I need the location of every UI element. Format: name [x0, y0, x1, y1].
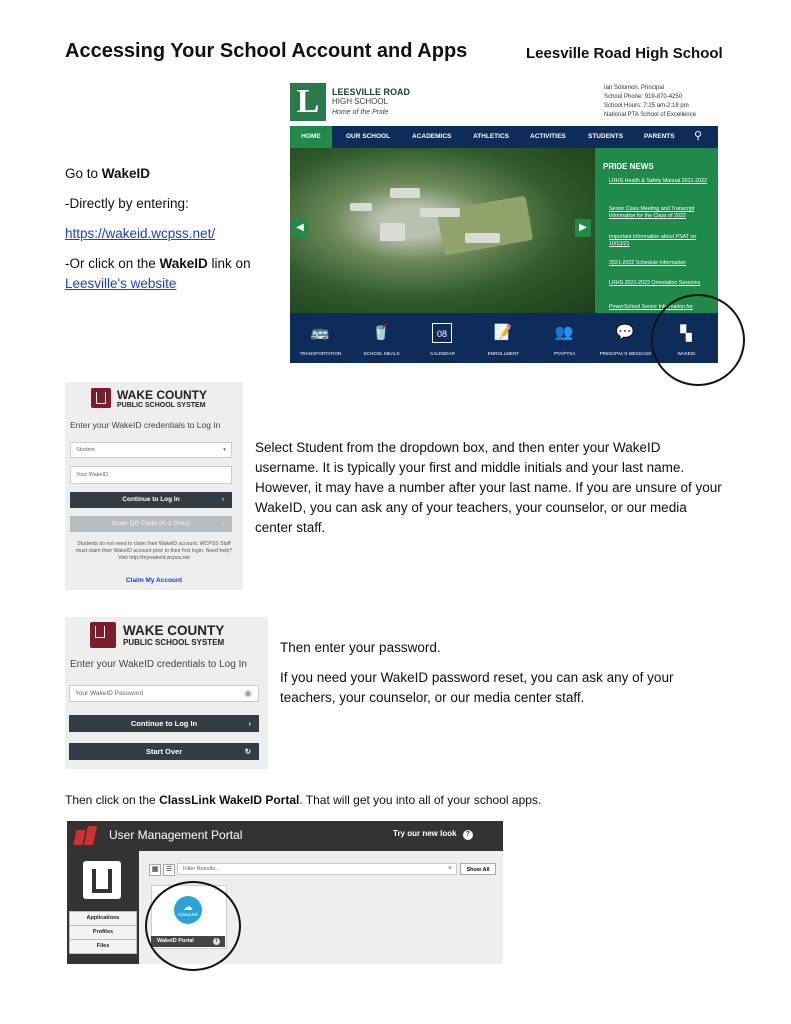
app-label-text: WakeID Portal	[157, 938, 194, 944]
portal-header	[67, 821, 503, 851]
show-all-button[interactable]: Show All	[460, 863, 496, 875]
tile-enrollment[interactable]	[473, 313, 534, 363]
intro-go-to-prefix: Go to	[65, 166, 102, 181]
tile-label: TRANSPORTATION	[299, 351, 342, 356]
filter-input[interactable]	[177, 863, 457, 875]
pride-news-title: PRIDE NEWS	[603, 162, 654, 171]
search-icon[interactable]: ⚲	[694, 130, 703, 142]
bus-icon: 🚌	[310, 324, 330, 341]
news-item[interactable]: Senior Class Meeting and Transcript Information for the Class of 2022	[609, 206, 695, 219]
menu-applications[interactable]: Applications	[69, 911, 137, 926]
intro-or-prefix: -Or click on the	[65, 256, 160, 271]
message-icon: 💬	[615, 324, 635, 341]
eye-icon[interactable]: ◉	[244, 688, 252, 698]
carousel-prev-arrow[interactable]: ◀	[292, 219, 308, 237]
continue-label: Continue to Log In	[130, 719, 198, 728]
chevron-right-icon: ›	[221, 520, 224, 527]
start-over-button[interactable]	[69, 743, 259, 760]
list-view-icon[interactable]: ☰	[163, 864, 175, 876]
intro-or-suffix: link on	[207, 256, 251, 271]
qr-code-button[interactable]	[70, 516, 232, 532]
continue-login-button[interactable]	[70, 492, 232, 508]
classlink-logo-icon	[75, 826, 101, 846]
news-item[interactable]: LRHS 2021-2022 Orientation Sessions	[609, 280, 701, 286]
school-name: Leesville Road High School	[526, 45, 723, 62]
tile-calendar[interactable]	[412, 313, 473, 363]
user-type-select[interactable]	[70, 442, 232, 458]
leesville-website-link[interactable]: Leesville's website	[65, 276, 177, 291]
tile-label: PRINCIPAL'S MESSAGE	[599, 351, 652, 356]
tile-transportation[interactable]	[290, 313, 351, 363]
news-item[interactable]: PowerSchool Senior Information for	[609, 304, 693, 310]
wcpss-title: WAKE COUNTY	[123, 623, 225, 638]
continue-label: Continue to Log In	[122, 496, 180, 503]
step-password-reset-text: If you need your WakeID password reset, you can ask any of your teachers, your counselor, or our media center staff.	[280, 670, 674, 705]
nav-academics[interactable]: ACADEMICS	[412, 133, 452, 140]
wakeid-url-link[interactable]: https://wakeid.wcpss.net/	[65, 226, 216, 241]
wcpss-logo-icon	[83, 861, 121, 899]
wcpss-logo-icon	[90, 622, 116, 648]
user-type-value: Student	[76, 447, 95, 453]
chevron-down-icon: ▾	[223, 447, 226, 453]
nav-students[interactable]: STUDENTS	[588, 133, 624, 140]
step-classlink-text	[65, 793, 541, 807]
tile-label: PTA/PTSA	[553, 351, 576, 356]
page-title: Accessing Your School Account and Apps	[65, 40, 468, 62]
tile-pta[interactable]	[534, 313, 595, 363]
nav-our-school[interactable]: OUR SCHOOL	[346, 133, 391, 140]
classlink-app-icon: ☁ ClassLink	[174, 896, 202, 924]
step4-bold: ClassLink WakeID Portal	[159, 793, 300, 807]
wcpss-logo-icon	[91, 388, 111, 408]
document-icon: 📝	[493, 324, 513, 341]
portal-sidebar	[67, 851, 139, 964]
step4-prefix: Then click on the	[65, 793, 160, 807]
wakeid-icon: ▚	[680, 325, 692, 341]
tile-label: WAKEID	[677, 351, 696, 356]
password-placeholder: Your WakeID Password	[75, 690, 144, 697]
site-info	[604, 84, 714, 120]
qr-label: Scan QR Code (K-2 Only)	[111, 520, 190, 527]
site-nav	[290, 126, 718, 148]
step-username-text: Select Student from the dropdown box, and then enter your WakeID username. It is typically your first and middle initials and your last name. However, it may have a number after your last name. If you are unsure of your WakeID, you can ask any of your teachers, your counselor, or our media center staff.	[255, 440, 722, 535]
step-password-text: Then enter your password.	[280, 640, 441, 655]
intro-or-bold: WakeID	[159, 256, 208, 271]
menu-profiles[interactable]: Profiles	[69, 925, 137, 940]
wakeid-input[interactable]: Your WakeID	[70, 466, 232, 484]
site-tagline: Home of the Pride	[332, 109, 389, 116]
wcpss-subtitle: PUBLIC SCHOOL SYSTEM	[123, 638, 225, 647]
pride-news-panel	[595, 148, 718, 313]
nav-athletics[interactable]: ATHLETICS	[473, 133, 509, 140]
intro-or-click	[65, 254, 251, 274]
site-info-phone: School Phone: 919-870-4250	[604, 94, 683, 100]
news-item[interactable]: 2021-2022 Schedule Information	[609, 260, 686, 266]
meal-icon: 🥤	[371, 324, 391, 341]
menu-files[interactable]: Files	[69, 939, 137, 954]
highlight-circle	[145, 881, 241, 971]
refresh-icon: ↻	[244, 747, 251, 756]
site-info-pta: National PTA School of Excellence	[604, 112, 696, 118]
info-icon[interactable]: i	[213, 938, 220, 945]
chevron-right-icon: ›	[248, 719, 251, 728]
people-icon: 👥	[554, 324, 574, 341]
tile-label: CALENDAR	[429, 351, 456, 356]
chevron-right-icon: ›	[221, 496, 224, 503]
clear-icon[interactable]: ×	[447, 865, 452, 872]
calendar-icon: 08	[432, 323, 452, 343]
password-input[interactable]	[69, 685, 259, 702]
nav-parents[interactable]: PARENTS	[644, 133, 675, 140]
try-label: Try our new look	[393, 829, 457, 838]
continue-login-button[interactable]	[69, 715, 259, 732]
start-over-label: Start Over	[145, 747, 183, 756]
grid-view-icon[interactable]: ▦	[149, 864, 161, 876]
site-info-hours: School Hours: 7:25 am-2:18 pm	[604, 103, 689, 109]
site-info-principal: Ian Solomon, Principal	[604, 85, 665, 91]
step4-suffix: . That will get you into all of your school apps.	[299, 793, 542, 807]
school-logo: L	[290, 83, 326, 121]
leesville-website-screenshot	[290, 80, 718, 363]
nav-activities[interactable]: ACTIVITIES	[530, 133, 566, 140]
tile-school-meals[interactable]	[351, 313, 412, 363]
claim-note: Students do not need to claim their WakeID account. WCPSS Staff must claim their WakeID account prior to their first login. Need help? Visit http://mywakeid.wcpss.net	[75, 541, 233, 561]
filter-placeholder: Filter Results...	[183, 866, 220, 872]
login-instructions: Enter your WakeID credentials to Log In	[70, 659, 247, 670]
nav-home[interactable]: HOME	[290, 126, 332, 148]
tile-label: SCHOOL MEALS	[363, 351, 400, 356]
tile-label: ENROLLMENT	[487, 351, 520, 356]
wakeid-login-screenshot	[65, 382, 243, 590]
news-item[interactable]: LRHS Health & Safety Manual 2021-2022	[609, 178, 708, 184]
intro-directly: -Directly by entering:	[65, 196, 189, 211]
classlink-portal-screenshot	[67, 821, 503, 964]
wcpss-title: WAKE COUNTY	[117, 388, 207, 402]
wakeid-password-screenshot	[65, 617, 268, 769]
site-school-sub: HIGH SCHOOL	[332, 97, 389, 106]
tile-principal-message[interactable]	[595, 313, 656, 363]
login-instructions: Enter your WakeID credentials to Log In	[70, 420, 221, 430]
intro-go-to	[65, 164, 150, 184]
news-item[interactable]: Important Information about PSAT on 10/13/21	[609, 234, 697, 247]
site-school-name: LEESVILLE ROAD	[332, 87, 411, 97]
highlight-circle	[651, 294, 745, 386]
carousel-next-arrow[interactable]: ▶	[575, 219, 591, 237]
wcpss-subtitle: PUBLIC SCHOOL SYSTEM	[117, 402, 206, 409]
try-new-look-link[interactable]	[393, 829, 473, 840]
classlink-app-icon-text: ClassLink	[178, 912, 198, 917]
campus-aerial-photo	[290, 148, 595, 313]
intro-go-to-bold: WakeID	[101, 166, 151, 181]
portal-title: User Management Portal	[109, 828, 243, 842]
claim-account-link[interactable]: Claim My Account	[125, 577, 183, 584]
help-icon[interactable]: ?	[463, 830, 473, 840]
